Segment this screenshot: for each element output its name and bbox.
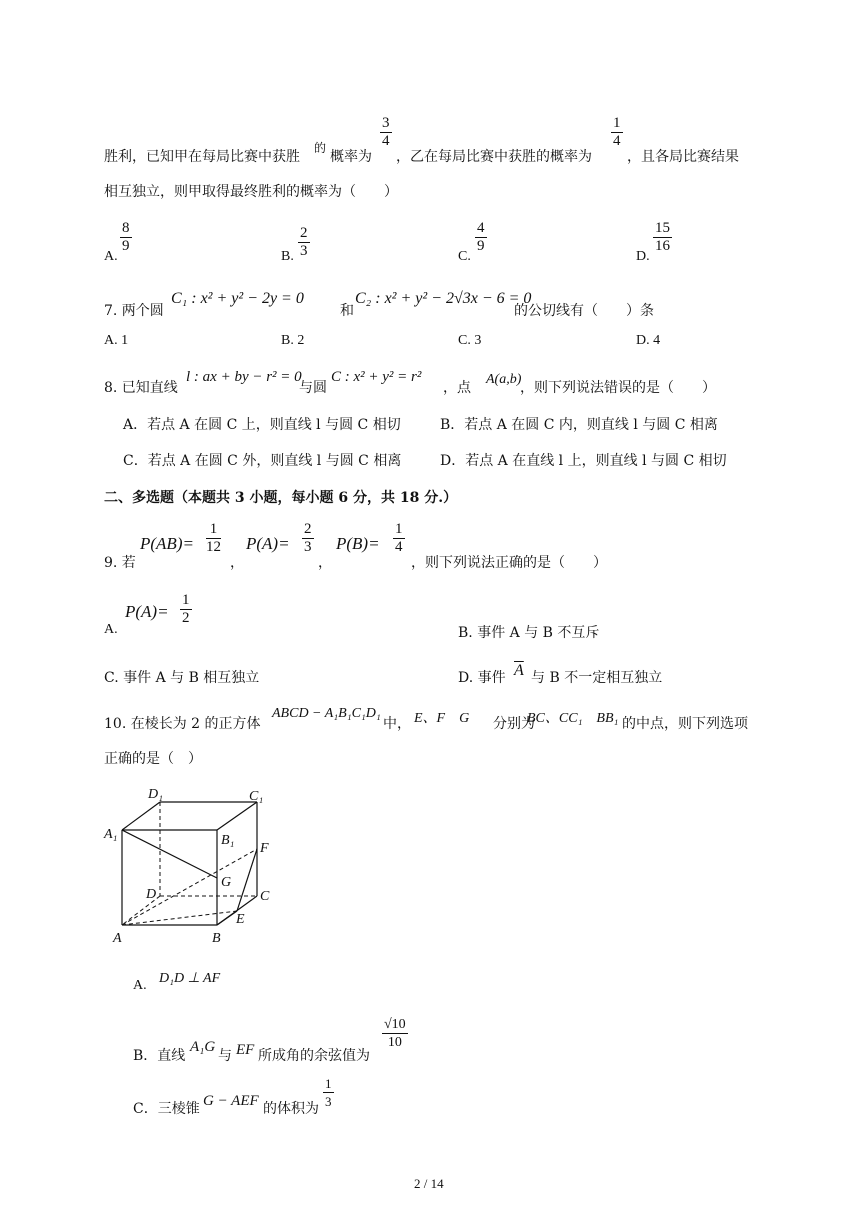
q10-suffix: 的中点，则下列选项 <box>622 716 748 732</box>
label-d: D <box>146 887 157 902</box>
q10-prefix: 10. 在棱长为 2 的正方体 <box>104 716 261 732</box>
q8-option-d: D．若点 A 在直线 l 上，则直线 l 与圆 C 相切 <box>440 453 727 469</box>
q6-option-b-label: B. <box>281 249 294 264</box>
page-number: 2 / 14 <box>414 1176 444 1191</box>
q6-line1-text-d: ，且各局比赛结果 <box>627 149 739 165</box>
q9-option-a-lhs: P(A)= <box>125 602 169 621</box>
q10-option-b-fraction: $\frac{√10}{10}$ <box>384 1017 406 1050</box>
q7-suffix: 的公切线有（ ）条 <box>514 303 654 319</box>
q7-and: 和 <box>340 303 354 319</box>
label-b1: B₁ <box>221 833 235 848</box>
q9-option-a-label: A. <box>104 622 118 637</box>
q10-option-a-label: A. <box>133 978 147 993</box>
q9-p-b: P(B)= <box>336 534 380 553</box>
q6-option-d-label: D. <box>636 249 650 264</box>
q9-option-d-a: D. 事件 <box>458 670 506 686</box>
q8-line-equation: l : ax + by − r² = 0 <box>186 369 302 385</box>
q9-option-d-a-bar: $\overline{A}$ <box>514 662 524 679</box>
q7-circle-c1: C₁ : x² + y² − 2y = 0 <box>171 290 304 307</box>
q7-option-b: B. 2 <box>281 333 305 348</box>
q7-prefix: 7. 两个圆 <box>104 303 164 319</box>
q7-option-c: C. 3 <box>458 333 482 348</box>
q8-mid1: 与圆 <box>299 380 327 396</box>
q6-line1-text-c: ，乙在每局比赛中获胜的概率为 <box>396 149 592 165</box>
q8-mid2: ，点 <box>443 380 471 396</box>
q9-option-a-fraction: $\frac{1}{2}$ <box>182 592 190 626</box>
q10-option-b-m1: A₁G <box>190 1039 216 1055</box>
q10-option-a-math: D₁D ⊥ AF <box>159 971 221 986</box>
label-f: F <box>260 841 269 856</box>
q6-line1-text-b: 概率为 <box>330 149 372 165</box>
q6-option-a-label: A. <box>104 249 118 264</box>
q7-option-a: A. 1 <box>104 333 129 348</box>
q9-p-ab: P(AB)= <box>140 534 194 553</box>
q6-fraction-1-4: $\frac{1}{4}$ <box>613 115 621 149</box>
q9-option-b: B. 事件 A 与 B 不互斥 <box>458 625 600 641</box>
q6-option-d-fraction: $\frac{15}{16}$ <box>655 220 670 254</box>
q10-cube: ABCD − A₁B₁C₁D₁ <box>272 706 381 721</box>
q6-option-a-fraction: $\frac{8}{9}$ <box>122 220 130 254</box>
q10-option-b-b: 与 <box>218 1048 232 1064</box>
q9-prefix: 9. 若 <box>104 555 136 571</box>
q7-circle-c2: C₂ : x² + y² − 2√3x − 6 = 0 <box>355 290 532 307</box>
q6-option-c-label: C. <box>458 249 471 264</box>
q6-option-c-fraction: $\frac{4}{9}$ <box>477 220 485 254</box>
q6-line1-de: 的 <box>314 141 327 155</box>
label-a: A <box>113 931 122 946</box>
q10-option-c-b: 的体积为 <box>263 1101 319 1117</box>
q9-comma-1: ， <box>230 555 244 571</box>
section-heading-multiple-choice: 二、多选题（本题共 3 小题，每小题 6 分，共 18 分.） <box>104 490 458 506</box>
q8-option-a: A．若点 A 在圆 C 上，则直线 l 与圆 C 相切 <box>123 417 401 433</box>
label-d1: D₁ <box>148 787 163 802</box>
label-g: G <box>221 875 232 890</box>
q8-circle-equation: C : x² + y² = r² <box>331 369 422 385</box>
label-c: C <box>260 889 270 904</box>
q9-suffix: ，则下列说法正确的是（ ） <box>411 555 607 571</box>
q9-option-d-b: 与 B 不一定相互独立 <box>531 670 663 686</box>
q10-option-b-c: 所成角的余弦值为 <box>258 1048 370 1064</box>
q9-p-b-fraction: $\frac{1}{4}$ <box>395 521 403 555</box>
q10-option-b-m2: EF <box>236 1042 255 1058</box>
q10-mid1: 中， <box>383 716 411 732</box>
q10-edges: BC、CC₁ BB₁ <box>527 711 619 726</box>
q6-option-b-fraction: $\frac{2}{3}$ <box>300 225 308 259</box>
q7-option-d: D. 4 <box>636 333 661 348</box>
q10-efg: E、F G <box>414 711 470 726</box>
q10-line2: 正确的是（ ） <box>104 751 202 767</box>
q10-option-b-a: B．直线 <box>133 1048 186 1064</box>
label-a1: A₁ <box>104 827 118 842</box>
q10-option-c-m: G − AEF <box>203 1093 259 1109</box>
q9-p-ab-fraction: $\frac{1}{12}$ <box>206 521 221 555</box>
q6-line2: 相互独立，则甲取得最终胜利的概率为（ ） <box>104 184 398 200</box>
q10-mid2: 分别为 <box>493 716 535 732</box>
q8-prefix: 8. 已知直线 <box>104 380 178 396</box>
q10-option-c-fraction: $\frac{1}{3}$ <box>325 1076 332 1109</box>
label-c1: C₁ <box>249 789 264 804</box>
q9-p-a-fraction: $\frac{2}{3}$ <box>304 521 312 555</box>
cube-figure <box>100 778 290 953</box>
q8-option-c: C．若点 A 在圆 C 外，则直线 l 与圆 C 相离 <box>123 453 402 469</box>
q6-line1-text-a: 胜利，已知甲在每局比赛中获胜 <box>104 149 300 165</box>
q8-option-b: B．若点 A 在圆 C 内，则直线 l 与圆 C 相离 <box>440 417 718 433</box>
q9-p-a: P(A)= <box>246 534 290 553</box>
label-b: B <box>212 931 221 946</box>
q9-option-c: C. 事件 A 与 B 相互独立 <box>104 670 260 686</box>
q6-fraction-3-4: $\frac{3}{4}$ <box>382 115 390 149</box>
q8-suffix: ，则下列说法错误的是（ ） <box>520 380 716 396</box>
q9-comma-2: ， <box>318 555 332 571</box>
q10-option-c-a: C．三棱锥 <box>133 1101 200 1117</box>
label-e: E <box>236 912 245 927</box>
q8-point: A(a,b) <box>486 372 522 387</box>
